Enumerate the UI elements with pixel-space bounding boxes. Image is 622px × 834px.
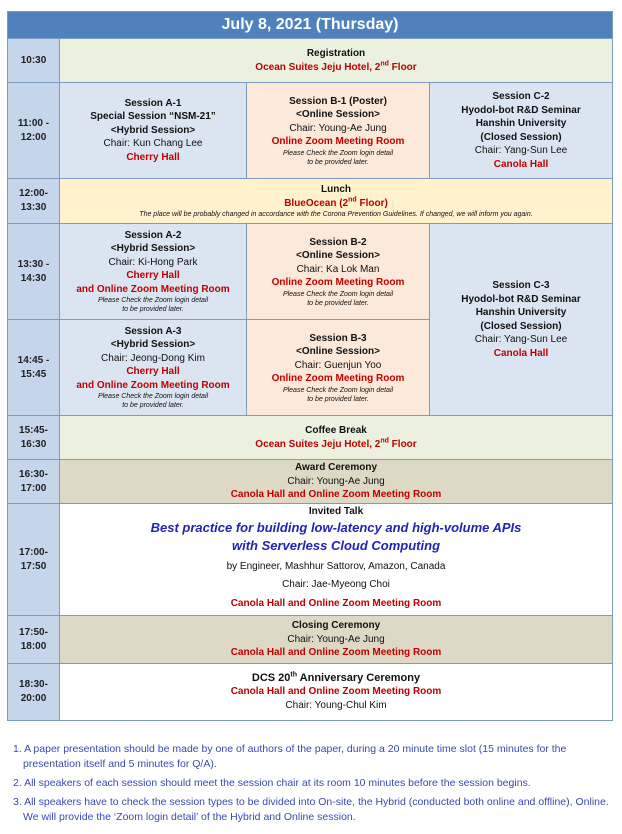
session-venue-online: and Online Zoom Meeting Room xyxy=(76,379,230,391)
invited-venue: Canola Hall and Online Zoom Meeting Room xyxy=(230,597,442,609)
invited-talk-title-line1: Best practice for building low-latency and high-volume APIs xyxy=(150,519,522,535)
time-start: 16:30- xyxy=(19,468,48,480)
session-c2 xyxy=(429,82,612,178)
session-org: Hanshin University xyxy=(475,307,567,318)
lunch-note: The place will be probably changed in accordance with the Corona Prevention Guidelines. If changed, we will inform you again. xyxy=(139,211,533,218)
zoom-note-line1: Please Check the Zoom login detail xyxy=(97,297,209,305)
session-type: <Hybrid Session> xyxy=(110,124,196,136)
award-venue: Canola Hall and Online Zoom Meeting Room xyxy=(230,489,442,501)
session-chair: Chair: Ki-Hong Park xyxy=(108,256,198,268)
closing-venue: Canola Hall and Online Zoom Meeting Room xyxy=(230,647,442,659)
session-type: <Hybrid Session> xyxy=(110,243,196,255)
session-title: Session B-1 (Poster) xyxy=(289,95,387,107)
session-title: Session B-3 xyxy=(309,332,367,344)
session-title: Session B-2 xyxy=(309,236,367,248)
time-start: 11:00 - xyxy=(17,117,50,129)
session-title: Session A-3 xyxy=(124,325,182,337)
session-venue: Canola Hall xyxy=(493,347,549,359)
time-start: 12:00- xyxy=(19,188,48,199)
session-type: <Online Session> xyxy=(296,109,380,120)
footnotes xyxy=(7,742,615,829)
award-title: Award Ceremony xyxy=(294,462,378,474)
session-title: Session A-1 xyxy=(124,97,182,109)
session-venue: Cherry Hall xyxy=(126,366,180,378)
invited-talk-title-line2: with Serverless Cloud Computing xyxy=(231,537,441,553)
time-registration xyxy=(8,38,60,82)
zoom-note-line1: Please Check the Zoom login detail xyxy=(282,386,394,394)
time-start: 17:50- xyxy=(19,626,48,638)
coffee-break-title: Coffee Break xyxy=(305,425,367,436)
session-chair: Chair: Jeong-Dong Kim xyxy=(101,352,205,364)
zoom-note-line1: Please Check the Zoom login detail xyxy=(97,393,209,401)
invited-speaker: by Engineer, Mashhur Sattorov, Amazon, Canada xyxy=(226,560,446,572)
zoom-note-line2: to be provided later. xyxy=(307,158,369,166)
session-title: Session A-2 xyxy=(124,229,182,241)
session-chair: Chair: Yang-Sun Lee xyxy=(474,145,568,156)
time-end: 16:30 xyxy=(20,438,47,450)
session-type: <Online Session> xyxy=(296,346,380,357)
invited-talk-cell xyxy=(60,503,612,615)
zoom-note-line1: Please Check the Zoom login detail xyxy=(282,149,394,157)
time-end: 14:30 xyxy=(20,272,47,284)
closing-chair: Chair: Young-Ae Jung xyxy=(287,633,385,645)
closing-ceremony-cell xyxy=(60,615,612,663)
time-lunch xyxy=(8,178,60,223)
time-start: 15:45- xyxy=(19,424,48,436)
anniversary-chair: Chair: Young-Chul Kim xyxy=(285,699,387,711)
zoom-note-line1: Please Check the Zoom login detail xyxy=(282,290,394,298)
session-venue: Online Zoom Meeting Room xyxy=(271,136,405,147)
session-venue: Online Zoom Meeting Room xyxy=(271,373,405,384)
session-org: Hanshin University xyxy=(475,118,567,129)
time-award xyxy=(8,459,60,503)
time-end: 15:45 xyxy=(20,368,47,380)
session-chair: Chair: Ka Lok Man xyxy=(296,263,380,275)
registration-title: Registration xyxy=(306,48,366,59)
zoom-note-line2: to be provided later. xyxy=(122,306,184,314)
time-end: 17:50 xyxy=(20,560,47,572)
session-b1 xyxy=(246,82,429,178)
time-coffee xyxy=(8,415,60,459)
time-slot1 xyxy=(8,82,60,178)
closing-title: Closing Ceremony xyxy=(291,620,381,632)
session-type: <Hybrid Session> xyxy=(110,339,196,351)
session-chair: Chair: Yang-Sun Lee xyxy=(474,334,568,345)
session-venue: Canola Hall xyxy=(493,158,549,170)
session-subtitle: Hyodol-bot R&D Seminar xyxy=(461,104,581,116)
registration-cell xyxy=(60,38,612,82)
registration-venue: Ocean Suites Jeju Hotel, 2nd Floor xyxy=(255,60,417,73)
coffee-break-cell xyxy=(60,415,612,459)
schedule-date-header: July 8, 2021 (Thursday) xyxy=(8,12,612,38)
time-end: 12:00 xyxy=(20,131,47,143)
time-end: 18:00 xyxy=(20,640,47,652)
award-chair: Chair: Young-Ae Jung xyxy=(287,475,385,487)
session-chair: Chair: Young-Ae Jung xyxy=(289,122,387,134)
time-invited xyxy=(8,503,60,615)
session-a2 xyxy=(60,223,246,319)
zoom-note-line2: to be provided later. xyxy=(307,395,369,403)
session-b3 xyxy=(246,319,429,415)
session-subtitle: Hyodol-bot R&D Seminar xyxy=(461,293,581,305)
time-label: 10:30 xyxy=(20,54,47,66)
session-venue: Cherry Hall xyxy=(126,151,180,163)
session-c3 xyxy=(429,223,612,415)
session-a1 xyxy=(60,82,246,178)
time-slot2 xyxy=(8,223,60,319)
time-anniversary xyxy=(8,663,60,720)
lunch-title: Lunch xyxy=(321,184,351,195)
session-b2 xyxy=(246,223,429,319)
session-a3 xyxy=(60,319,246,415)
session-venue: Online Zoom Meeting Room xyxy=(271,277,405,288)
lunch-cell xyxy=(60,178,612,223)
invited-chair: Chair: Jae-Myeong Choi xyxy=(282,579,390,590)
anniversary-ceremony-cell xyxy=(60,663,612,720)
session-chair: Chair: Guenjun Yoo xyxy=(294,359,382,371)
coffee-break-venue: Ocean Suites Jeju Hotel, 2nd Floor xyxy=(255,437,417,450)
time-start: 13:30 - xyxy=(17,258,50,270)
session-type: (Closed Session) xyxy=(480,320,562,332)
session-type: (Closed Session) xyxy=(480,131,562,143)
footnote-item: 3. All speakers have to check the session types to be divided into On-site, the Hybrid (conducted both online and offline), Online. We will provide the ‘Zoom login detail’ of the Hybrid and Online session. xyxy=(13,796,609,823)
session-chair: Chair: Kun Chang Lee xyxy=(103,138,203,150)
session-venue: Cherry Hall xyxy=(126,270,180,282)
award-ceremony-cell xyxy=(60,459,612,503)
time-start: 14:45 - xyxy=(17,354,50,366)
anniversary-title: DCS 20th Anniversary Ceremony xyxy=(251,671,421,684)
session-subtitle: Special Session “NSM-21” xyxy=(90,111,216,123)
session-title: Session C-2 xyxy=(492,91,550,102)
time-closing xyxy=(8,615,60,663)
lunch-venue: BlueOcean (2nd Floor) xyxy=(284,196,388,209)
invited-title: Invited Talk xyxy=(308,506,364,517)
time-end: 20:00 xyxy=(20,693,47,704)
time-start: 18:30- xyxy=(19,679,48,690)
session-type: <Online Session> xyxy=(296,250,380,261)
footnote-item: 1. A paper presentation should be made by one of authors of the paper, during a 20 minute time slot (15 minutes for the presentation itself and 5 minutes for Q/A). xyxy=(13,743,567,770)
session-title: Session C-3 xyxy=(492,280,550,291)
time-end: 13:30 xyxy=(20,202,47,213)
zoom-note-line2: to be provided later. xyxy=(307,299,369,307)
footnote-item: 2. All speakers of each session should meet the session chair at its room 10 minutes before the session begins. xyxy=(13,777,531,789)
time-slot3 xyxy=(8,319,60,415)
anniversary-venue: Canola Hall and Online Zoom Meeting Room xyxy=(230,686,442,698)
zoom-note-line2: to be provided later. xyxy=(122,402,184,410)
schedule-table xyxy=(7,11,613,721)
time-end: 17:00 xyxy=(20,482,47,494)
session-venue-online: and Online Zoom Meeting Room xyxy=(76,283,230,295)
time-start: 17:00- xyxy=(19,546,48,558)
